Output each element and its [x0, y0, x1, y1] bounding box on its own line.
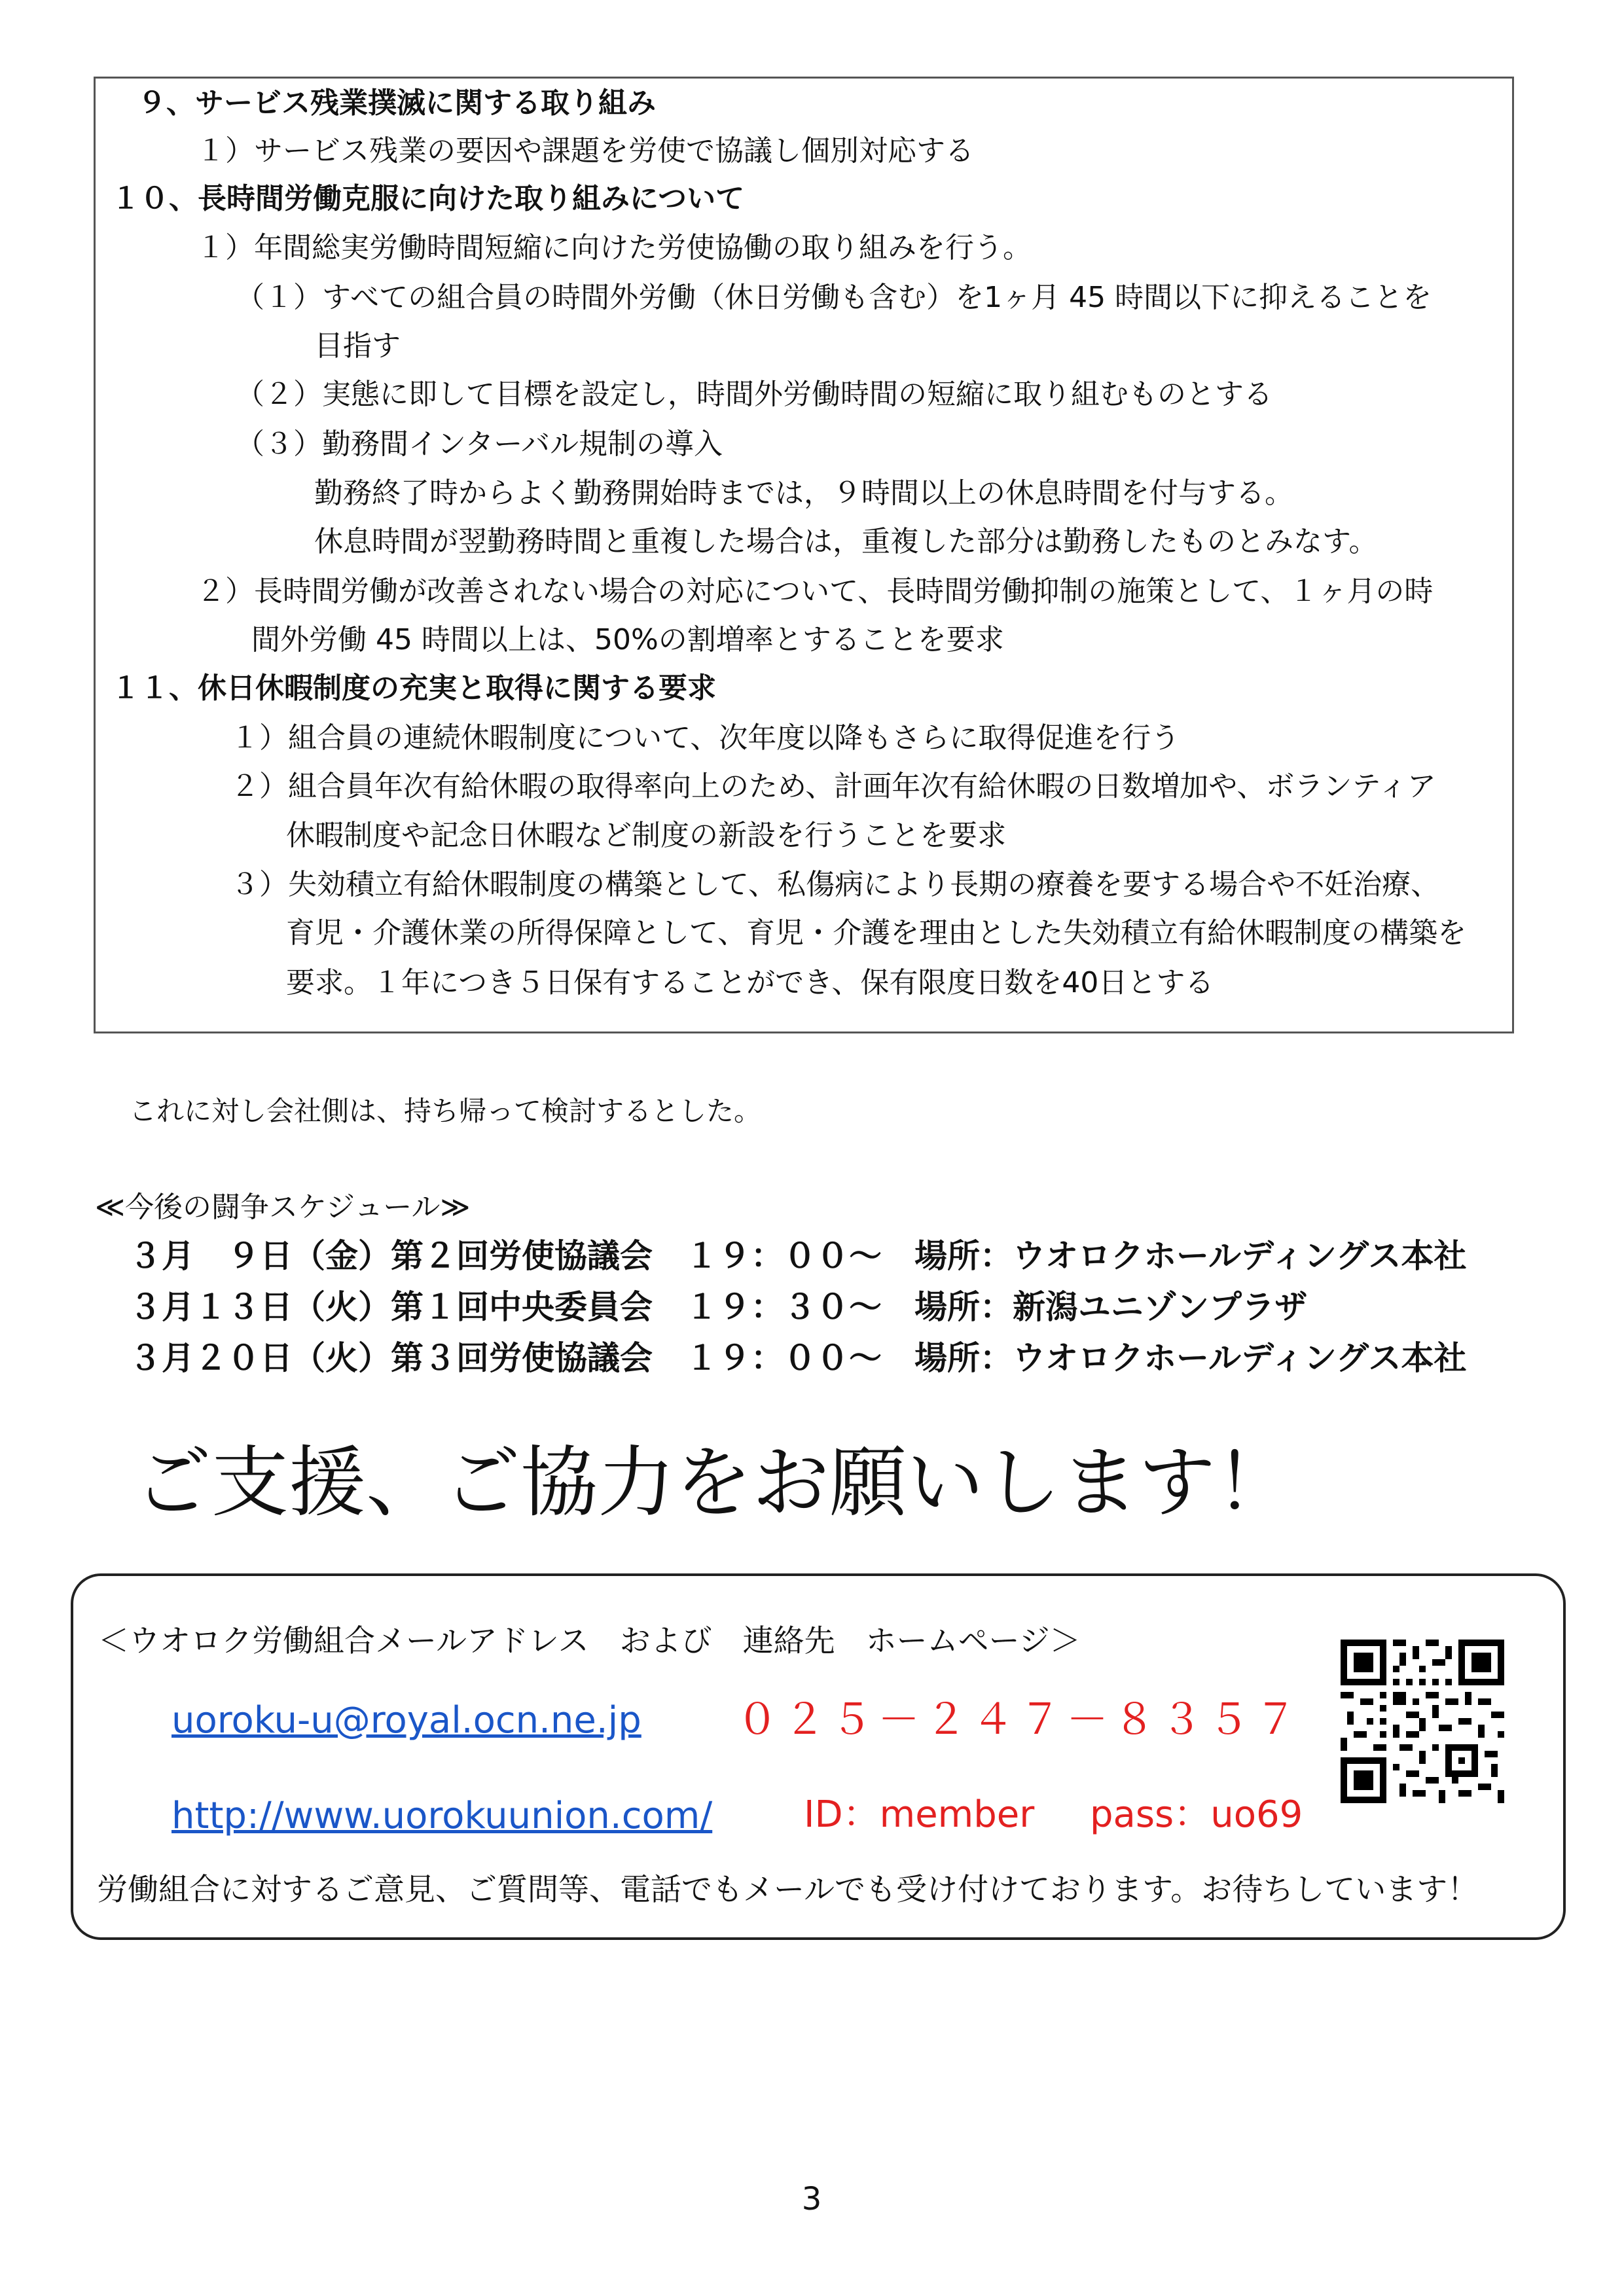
login-id: ID：member: [804, 1793, 1035, 1836]
contact-heading: ＜ウオロク労働組合メールアドレス および 連絡先 ホームページ＞: [98, 1623, 1081, 1659]
section-10-item-2: ２）長時間労働が改善されない場合の対応について、長時間労働抑制の施策として、１ヶ月の時: [196, 575, 1434, 608]
section-11-item-3: ３）失効積立有給休暇制度の構築として、私傷病により長期の療養を要する場合や不妊治療、: [230, 868, 1440, 901]
section-10-item-1-1-cont: 目指す: [314, 329, 401, 363]
section-11-item-3-cont-b: 要求。１年につき５日保有することができ、保有限度日数を40日とする: [286, 966, 1214, 999]
schedule-heading: ≪今後の闘争スケジュール≫: [95, 1191, 471, 1224]
section-11-item-1: １）組合員の連続休暇制度について、次年度以降もさらに取得促進を行う: [230, 721, 1180, 755]
section-11-item-2-cont: 休暇制度や記念日休暇など制度の新設を行うことを要求: [286, 819, 1006, 852]
section-10-item-1-3: （３）勤務間インターバル規制の導入: [236, 427, 723, 461]
section-10-item-1-2: （２）実態に即して目標を設定し，時間外労働時間の短縮に取り組むものとする: [236, 378, 1272, 411]
section-10-item-1: １）年間総実労働時間短縮に向けた労使協働の取り組みを行う。: [196, 231, 1032, 264]
section-10-heading: １０、長時間労働克服に向けた取り組みについて: [111, 182, 745, 215]
company-response: これに対し会社側は、持ち帰って検討するとした。: [129, 1095, 762, 1127]
schedule-item: ３月 ９日（金）第２回労使協議会 １９：００～ 場所：ウオロクホールディングス本社: [129, 1237, 1467, 1275]
section-11-item-2: ２）組合員年次有給休暇の取得率向上のため、計画年次有給休暇の日数増加や、ボランティア: [230, 770, 1436, 803]
section-10-item-2-cont: 間外労働 45 時間以上は、50%の割増率とすることを要求: [251, 623, 1004, 656]
section-11-heading: １１、休日休暇制度の充実と取得に関する要求: [111, 672, 716, 705]
section-10-item-1-1: （１）すべての組合員の時間外労働（休日労働も含む）を1ヶ月 45 時間以下に抑えることを: [236, 281, 1432, 314]
section-10-item-1-3-detail-a: 勤務終了時からよく勤務開始時までは，９時間以上の休息時間を付与する。: [314, 476, 1293, 510]
section-9-item-1: １）サービス残業の要因や課題を労使で協議し個別対応する: [196, 134, 974, 168]
page-number: 3: [801, 2181, 822, 2217]
contact-footer: 労働組合に対するご意見、ご質問等、電話でもメールでも受け付けております。お待ちしています！: [97, 1872, 1479, 1908]
schedule-item: ３月１３日（火）第１回中央委員会 １９：３０～ 場所：新潟ユニゾンプラザ: [129, 1288, 1307, 1326]
section-10-item-1-3-detail-b: 休息時間が翌勤務時間と重複した場合は，重複した部分は勤務したものとみなす。: [314, 525, 1378, 558]
section-9-heading: ９、サービス残業撲滅に関する取り組み: [137, 86, 656, 120]
phone-number: ０２５－２４７－８３５７: [736, 1696, 1302, 1744]
section-11-item-3-cont-a: 育児・介護休業の所得保障として、育児・介護を理由とした失効積立有給休暇制度の構築を: [286, 916, 1467, 950]
schedule-item: ３月２０日（火）第３回労使協議会 １９：００～ 場所：ウオロクホールディングス本社: [129, 1339, 1467, 1377]
email-link[interactable]: uoroku-u@royal.ocn.ne.jp: [171, 1699, 641, 1742]
homepage-link[interactable]: http://www.uorokuunion.com/: [171, 1795, 713, 1837]
login-pass: pass：uo69: [1090, 1793, 1303, 1836]
qr-code-icon: [1341, 1640, 1504, 1803]
appeal-message: ご支援、ご協力をお願いします！: [134, 1437, 1293, 1528]
